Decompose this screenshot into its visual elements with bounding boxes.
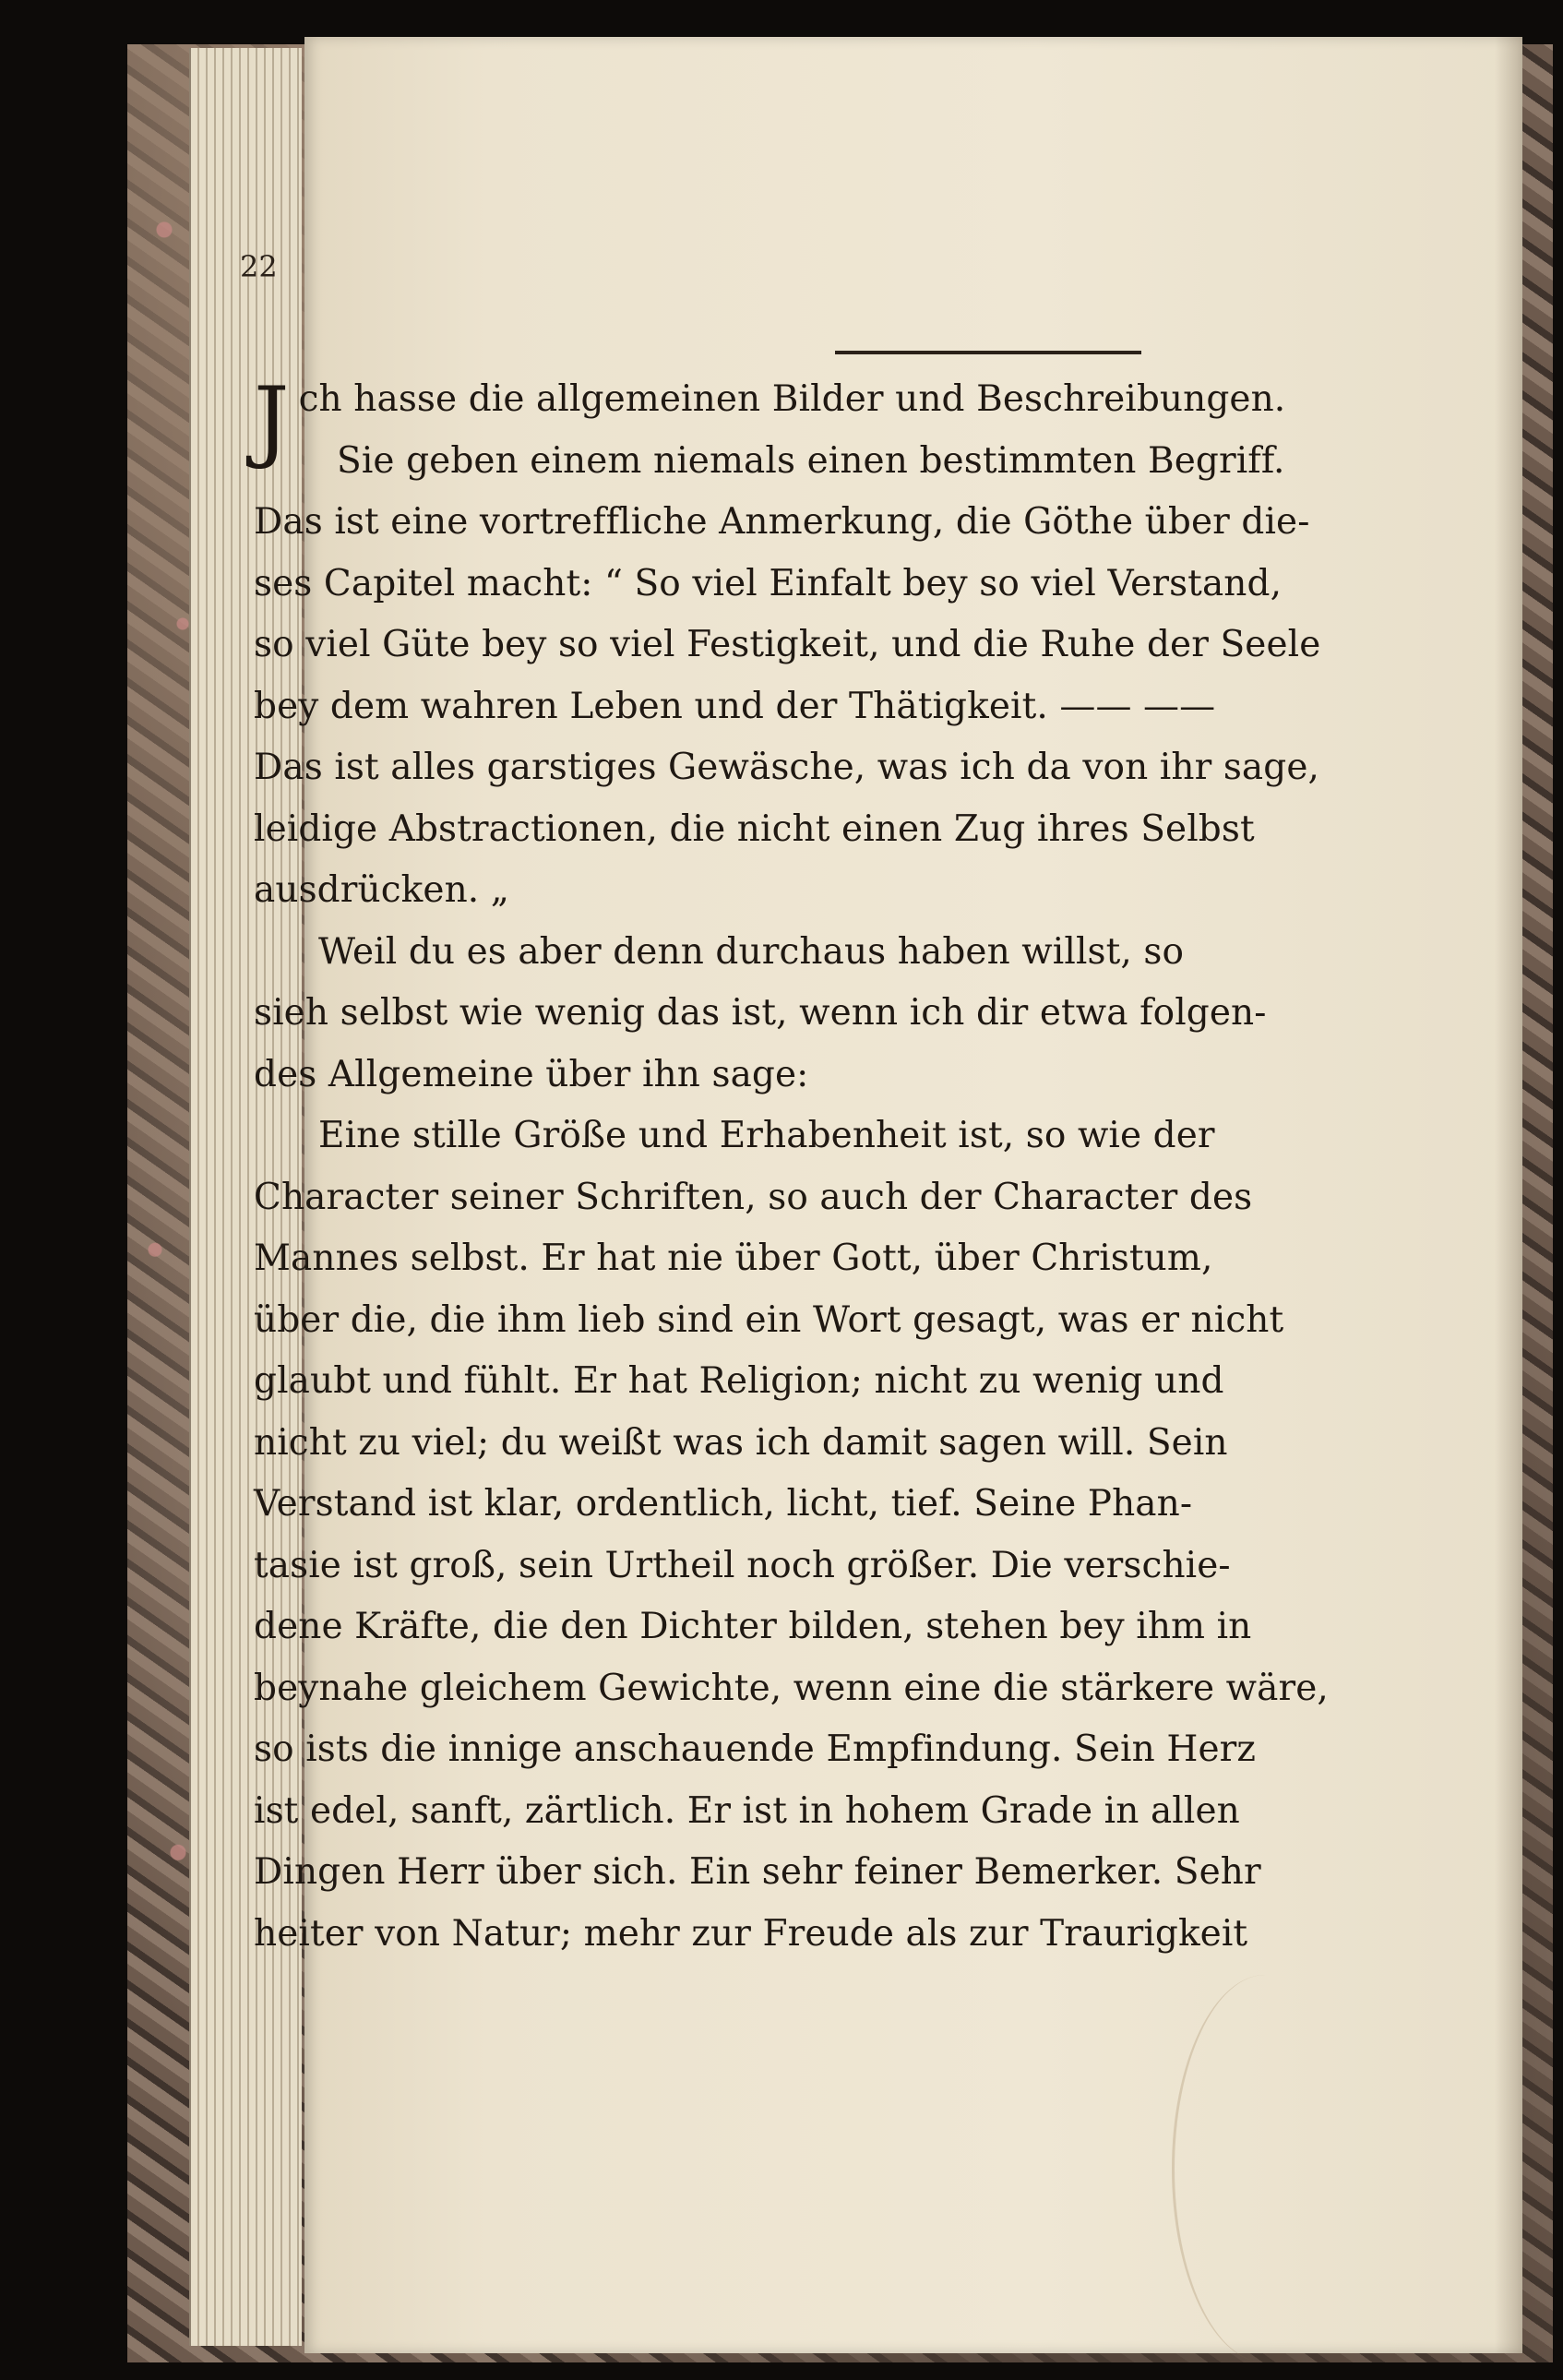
body-text [254, 369, 1444, 1965]
text-line: nicht zu viel; du weißt was ich damit sagen will. Sein [254, 1421, 1228, 1464]
text-line: tasie ist groß, sein Urtheil noch größer. Die verschie- [254, 1544, 1231, 1586]
text-line: heiter von Natur; mehr zur Freude als zur Traurigkeit [254, 1912, 1248, 1955]
text-line: beynahe gleichem Gewichte, wenn eine die stärkere wäre, [254, 1667, 1329, 1709]
page-number: 22 [240, 249, 278, 284]
text-line: ausdrücken. „ [254, 869, 510, 911]
text-line: Sie geben einem niemals einen bestimmten Begriff. [337, 439, 1285, 482]
text-line: ses Capitel macht: “ So viel Einfalt bey so viel Verstand, [254, 562, 1283, 604]
water-stain [1172, 1975, 1359, 2362]
text-line: Dingen Herr über sich. Ein sehr feiner Bemerker. Sehr [254, 1851, 1261, 1893]
text-line: dene Kräfte, die den Dichter bilden, stehen bey ihm in [254, 1606, 1252, 1647]
drop-cap: J [254, 368, 290, 472]
text-line: leidige Abstractionen, die nicht einen Zug ihres Selbst [254, 807, 1255, 850]
text-line: sieh selbst wie wenig das ist, wenn ich dir etwa folgen- [254, 992, 1267, 1034]
text-line: über die, die ihm lieb sind ein Wort gesagt, was er nicht [254, 1298, 1284, 1341]
text-line: so ists die innige anschauende Empfindung. Sein Herz [254, 1728, 1257, 1770]
text-line: Verstand ist klar, ordentlich, licht, tief. Seine Phan- [254, 1483, 1193, 1525]
text-line: ist edel, sanft, zärtlich. Er ist in hohem Grade in allen [254, 1789, 1240, 1832]
text-line: bey dem wahren Leben und der Thätigkeit. —— —— [254, 685, 1216, 727]
text-line: Eine stille Größe und Erhabenheit ist, so wie der [318, 1115, 1215, 1156]
text-line: so viel Güte bey so viel Festigkeit, und die Ruhe der Seele [254, 624, 1321, 665]
section-rule [835, 351, 1141, 354]
text-line: Weil du es aber denn durchaus haben willst, so [318, 930, 1185, 973]
text-line: Character seiner Schriften, so auch der Character des [254, 1176, 1253, 1218]
text-line: Das ist eine vortreffliche Anmerkung, die Göthe über die- [254, 501, 1310, 543]
text-line: Das ist alles garstiges Gewäsche, was ich da von ihr sage, [254, 747, 1320, 788]
text-line: glaubt und fühlt. Er hat Religion; nicht zu wenig und [254, 1360, 1224, 1402]
text-line: Mannes selbst. Er hat nie über Gott, über Christum, [254, 1238, 1213, 1279]
text-line: Jch hasse die allgemeinen Bilder und Beschreibungen. [254, 368, 1286, 472]
text-line: des Allgemeine über ihn sage: [254, 1053, 809, 1095]
